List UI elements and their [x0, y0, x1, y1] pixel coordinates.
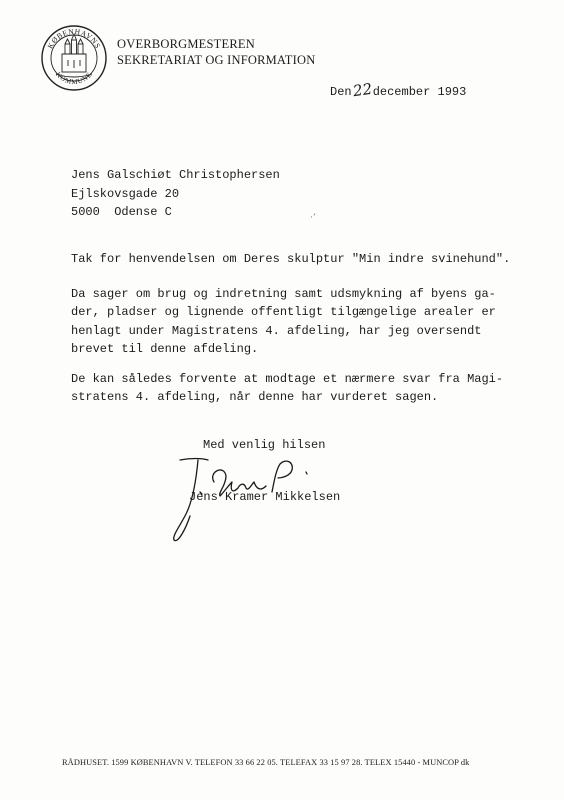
recipient-city: 5000 Odense C: [71, 205, 172, 219]
date-prefix: Den: [330, 85, 352, 99]
office-header: [117, 36, 315, 68]
date-day-handwritten: 22: [351, 79, 373, 101]
city-seal-icon: [40, 24, 108, 92]
letter-date: [330, 81, 466, 99]
office-line-1: OVERBORGMESTEREN: [117, 37, 255, 51]
body-paragraph-3: De kan således forvente at modtage et nærmere svar fra Magi- stratens 4. afdeling, når denne har vurderet sagen.: [71, 372, 504, 405]
svg-text:KOMMUNE: [54, 70, 94, 86]
date-rest: december 1993: [372, 85, 467, 99]
recipient-street: Ejlskovsgade 20: [71, 186, 180, 201]
closing-greeting: Med venlig hilsen: [203, 438, 326, 452]
recipient-address: [71, 166, 280, 222]
seal-text-top: KØBENHAVNS: [45, 26, 103, 51]
signer-name: Jens Kramer Mikkelsen: [189, 490, 341, 504]
scan-speck: ·ʼ: [310, 213, 316, 223]
letterhead-footer: RÅDHUSET. 1599 KØBENHAVN V. TELEFON 33 66 22 05. TELEFAX 33 15 97 28. TELEX 15440 - MUNCOP dk: [62, 758, 470, 767]
seal-text-bottom: KOMMUNE: [54, 70, 94, 87]
office-line-2: SEKRETARIAT OG INFORMATION: [117, 53, 316, 67]
body-paragraph-1: Tak for henvendelsen om Deres skulptur "Min indre svinehund".: [71, 252, 511, 266]
svg-text:KØBENHAVNS: [45, 27, 102, 50]
body-paragraph-2: Da sager om brug og indretning samt udsmykning af byens ga- der, pladser og lignende offentligt tilgængelige arealer er henlagt under Magistratens 4. afdeling, har jeg oversendt brevet til denne afdeling.: [71, 287, 496, 357]
recipient-name: Jens Galschiøt Christophersen: [71, 168, 280, 182]
